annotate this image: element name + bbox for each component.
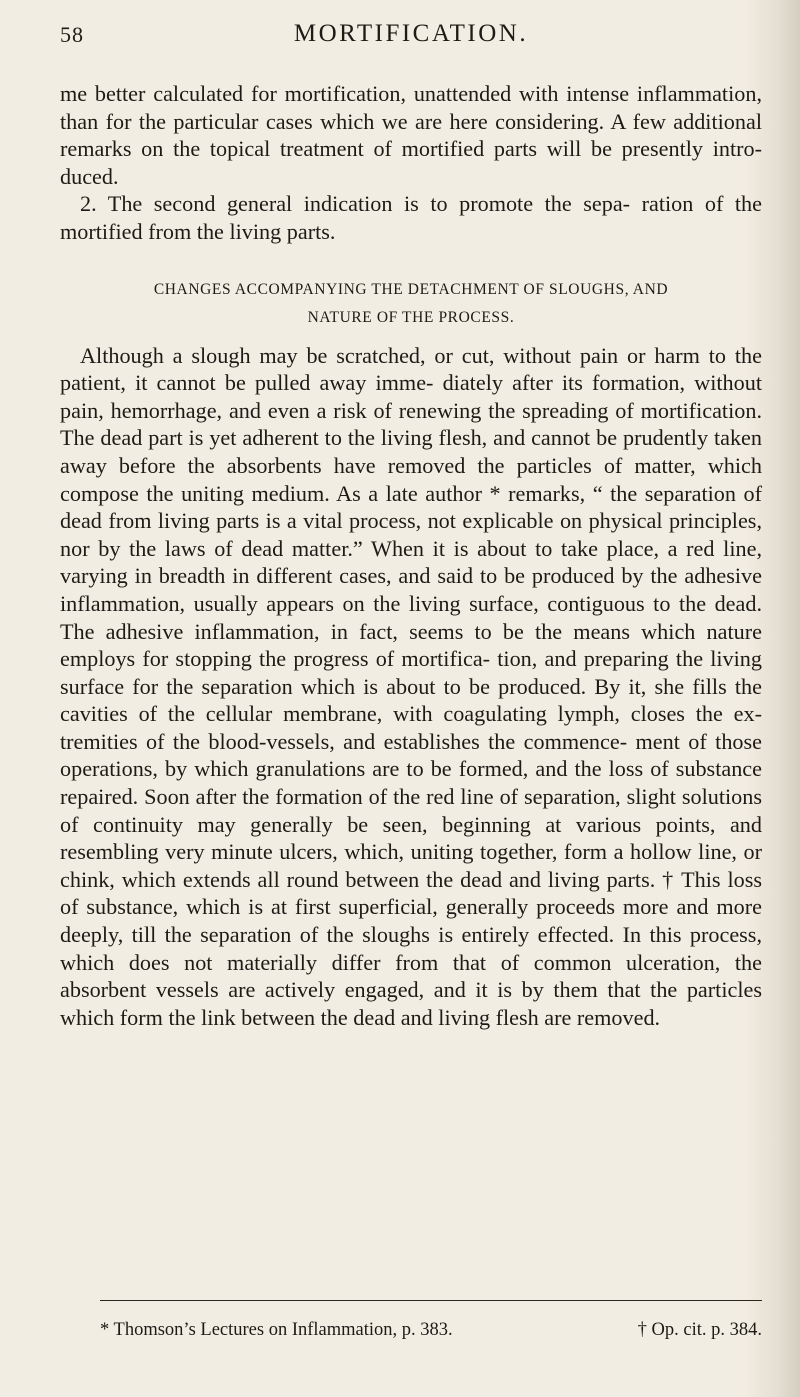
body-text	[60, 80, 762, 1031]
running-title: MORTIFICATION.	[293, 20, 529, 47]
section-heading	[60, 276, 762, 332]
footnote-rule	[100, 1300, 762, 1301]
page-number: 58	[60, 22, 84, 47]
running-head	[60, 20, 762, 54]
footnotes	[100, 1318, 762, 1342]
paragraph-continued: me better calculated for mortification, unattended with intense inflammation, than for the particular cases which we are here considering. A few additional remarks on the topical treatment of mortified parts will be presently intro- duced.	[60, 81, 762, 189]
footnote-asterisk: * Thomson’s Lectures on Inflammation, p. 383.	[100, 1320, 453, 1340]
footnote-dagger: † Op. cit. p. 384.	[637, 1320, 762, 1340]
section-heading-line-2: NATURE OF THE PROCESS.	[307, 308, 515, 326]
paragraph-section: Although a slough may be scratched, or cut, without pain or harm to the patient, it cannot be pulled away imme- diately after its formation, without pain, hemorrhage, and even a risk of renewing the spreading of mortification. The dead part is yet adherent to the living flesh, and cannot be prudently taken away before the absorbents have removed the particles of matter, which compose the uniting medium. As a late author * remarks, “ the separation of dead from living parts is a vital process, not explicable on physical principles, nor by the laws of dead matter.” When it is about to take place, a red line, varying in breadth in different cases, and said to be produced by the adhesive inflammation, usually appears on the living surface, contiguous to the dead. The adhesive inflammation, in fact, seems to be the means which nature employs for stopping the progress of mortifica- tion, and preparing the living surface for the separation which is about to be produced. By it, she fills the cavities of the cellular membrane, with coagulating lymph, closes the ex- tremities of the blood-vessels, and establishes the commence- ment of those operations, by which granulations are to be formed, and the loss of substance repaired. Soon after the formation of the red line of separation, slight solutions of continuity may generally be seen, beginning at various points, and resembling very minute ulcers, which, uniting together, form a hollow line, or chink, which extends all round between the dead and living parts. † This loss of substance, which is at first superficial, generally proceeds more and more deeply, till the separation of the sloughs is entirely effected. In this process, which does not materially differ from that of common ulceration, the absorbent vessels are actively engaged, and it is by them that the particles which form the link between the dead and living flesh are removed.	[60, 342, 762, 1030]
paragraph-indication: 2. The second general indication is to promote the sepa- ration of the mortified from the living parts.	[60, 191, 762, 244]
section-heading-line-1: CHANGES ACCOMPANYING THE DETACHMENT OF SLOUGHS, AND	[153, 280, 669, 298]
